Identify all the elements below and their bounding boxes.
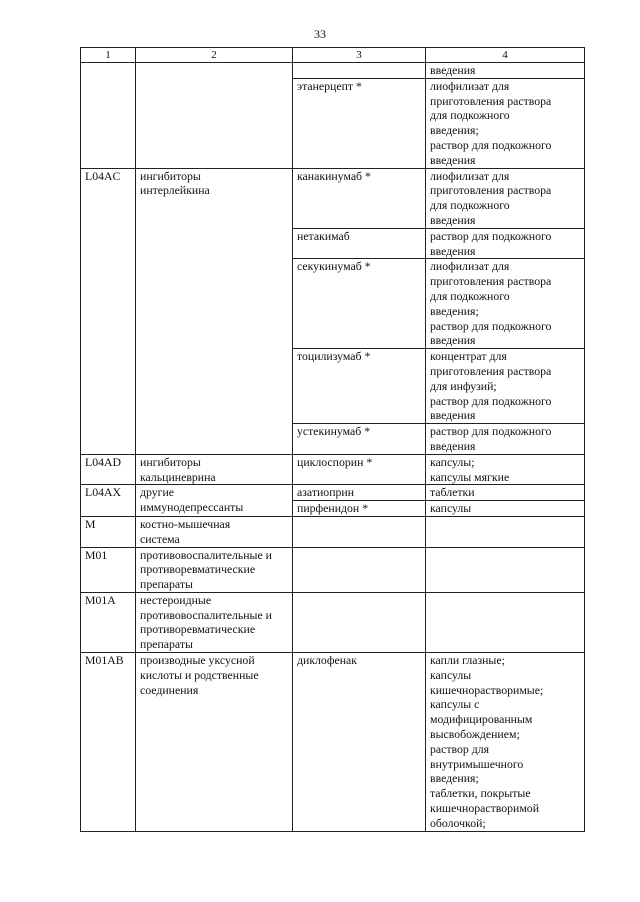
table-header-row bbox=[81, 48, 585, 63]
drug-name-cell: канакинумаб * bbox=[293, 168, 426, 228]
dosage-form-cell bbox=[426, 78, 585, 168]
table-row bbox=[81, 547, 585, 592]
dosage-form-line: введения bbox=[430, 152, 476, 167]
table-row bbox=[81, 653, 585, 832]
dosage-form-cell bbox=[426, 653, 585, 832]
atc-code-cell: M bbox=[81, 516, 136, 547]
table-row bbox=[81, 592, 585, 652]
dosage-form-line: раствор для bbox=[430, 741, 490, 756]
dosage-form-line: высвобождением; bbox=[430, 727, 520, 742]
dosage-form-line: раствор для подкожного bbox=[430, 318, 552, 333]
drug-name-cell: секукинумаб * bbox=[293, 259, 426, 349]
table-row bbox=[81, 485, 585, 501]
dosage-form-line: капсулы мягкие bbox=[430, 469, 510, 484]
header-col-1: 1 bbox=[81, 48, 136, 63]
drug-name-cell: этанерцепт * bbox=[293, 78, 426, 168]
dosage-form-line: таблетки, покрытые bbox=[430, 786, 531, 801]
dosage-form-cell bbox=[426, 547, 585, 592]
dosage-form-line: лиофилизат для bbox=[430, 78, 510, 93]
dosage-form-line: приготовления раствора bbox=[430, 363, 552, 378]
group-name-cell bbox=[136, 63, 293, 169]
dosage-form-line: приготовления раствора bbox=[430, 183, 552, 198]
atc-code-cell: M01AB bbox=[81, 653, 136, 832]
drug-name-cell bbox=[293, 592, 426, 652]
group-name-cell bbox=[136, 168, 293, 454]
dosage-form-cell bbox=[426, 168, 585, 228]
table-body bbox=[81, 63, 585, 832]
dosage-form-cell bbox=[426, 424, 585, 455]
group-name-line: противовоспалительные и bbox=[140, 547, 272, 562]
dosage-form-line: таблетки bbox=[430, 485, 475, 500]
header-col-4: 4 bbox=[426, 48, 585, 63]
continuation-row bbox=[81, 63, 585, 79]
dosage-form-line: капсулы bbox=[430, 501, 472, 516]
group-name-cell bbox=[136, 653, 293, 832]
group-name-line: интерлейкина bbox=[140, 183, 210, 198]
dosage-form-line: раствор для подкожного bbox=[430, 137, 552, 152]
atc-code-cell: L04AC bbox=[81, 168, 136, 454]
dosage-form-cell bbox=[426, 228, 585, 259]
drug-name-cell: тоцилизумаб * bbox=[293, 349, 426, 424]
group-name-line: ингибиторы bbox=[140, 168, 201, 183]
drug-name-cell: азатиоприн bbox=[293, 485, 426, 501]
dosage-form-line: капсулы с bbox=[430, 697, 480, 712]
dosage-form-cell bbox=[426, 516, 585, 547]
group-name-cell bbox=[136, 454, 293, 485]
group-name-line: система bbox=[140, 531, 180, 546]
dosage-form-line: капсулы; bbox=[430, 454, 475, 469]
group-name-line: препараты bbox=[140, 637, 193, 652]
dosage-form-line: введения; bbox=[430, 303, 479, 318]
group-name-cell bbox=[136, 485, 293, 517]
dosage-form-line: для инфузий; bbox=[430, 378, 497, 393]
dosage-form-line: раствор для подкожного bbox=[430, 228, 552, 243]
dosage-form-line: кишечнорастворимой bbox=[430, 801, 540, 816]
dosage-form-line: приготовления раствора bbox=[430, 274, 552, 289]
table-row bbox=[81, 516, 585, 547]
dosage-form-line: для подкожного bbox=[430, 108, 510, 123]
atc-code-cell: L04AX bbox=[81, 485, 136, 517]
drug-name-cell: пирфенидон * bbox=[293, 501, 426, 517]
group-name-line: соединения bbox=[140, 682, 199, 697]
dosage-form-line: лиофилизат для bbox=[430, 259, 510, 274]
group-name-line: ингибиторы bbox=[140, 454, 201, 469]
code-cell bbox=[81, 63, 136, 169]
dosage-form-cell bbox=[426, 501, 585, 517]
drug-name-cell: диклофенак bbox=[293, 653, 426, 832]
atc-code-cell: M01 bbox=[81, 547, 136, 592]
dosage-form-line: для подкожного bbox=[430, 288, 510, 303]
dosage-form-line: для подкожного bbox=[430, 198, 510, 213]
dosage-form-line: оболочкой; bbox=[430, 815, 486, 830]
table-row bbox=[81, 454, 585, 485]
dosage-form-line: раствор для подкожного bbox=[430, 424, 552, 439]
group-name-line: кислоты и родственные bbox=[140, 667, 259, 682]
atc-code-cell: M01A bbox=[81, 592, 136, 652]
drug-name-cell: нетакимаб bbox=[293, 228, 426, 259]
group-name-cell bbox=[136, 516, 293, 547]
dosage-form-line: раствор для подкожного bbox=[430, 393, 552, 408]
dosage-form-line: введения bbox=[430, 408, 476, 423]
dosage-form-cell bbox=[426, 259, 585, 349]
drug-name-cell: циклоспорин * bbox=[293, 454, 426, 485]
group-name-line: кальциневрина bbox=[140, 469, 216, 484]
dosage-form-line: капли глазные; bbox=[430, 653, 505, 668]
group-name-line: противоревматические bbox=[140, 562, 256, 577]
group-name-line: другие bbox=[140, 485, 175, 500]
drug-table bbox=[80, 47, 585, 832]
group-name-line: нестероидные bbox=[140, 592, 212, 607]
dosage-form-line: введения bbox=[430, 438, 476, 453]
dosage-form-line: введения bbox=[430, 212, 476, 227]
dosage-form-cell bbox=[426, 592, 585, 652]
header-col-2: 2 bbox=[136, 48, 293, 63]
drug-name-cell bbox=[293, 516, 426, 547]
dosage-form-line: концентрат для bbox=[430, 349, 507, 364]
group-name-line: препараты bbox=[140, 577, 193, 592]
group-name-line: противовоспалительные и bbox=[140, 607, 272, 622]
dosage-form-cell bbox=[426, 485, 585, 501]
dosage-form-line: кишечнорастворимые; bbox=[430, 682, 544, 697]
group-name-line: костно-мышечная bbox=[140, 516, 231, 531]
dosage-form-line: капсулы bbox=[430, 667, 472, 682]
dosage-form-cell bbox=[426, 349, 585, 424]
group-name-cell bbox=[136, 547, 293, 592]
drug-name-cell: устекинумаб * bbox=[293, 424, 426, 455]
dosage-form-line: приготовления раствора bbox=[430, 93, 552, 108]
form-cell: введения bbox=[426, 63, 585, 79]
dosage-form-line: введения; bbox=[430, 771, 479, 786]
group-name-line: иммунодепрессанты bbox=[140, 500, 244, 515]
group-name-line: противоревматические bbox=[140, 622, 256, 637]
dosage-form-line: введения bbox=[430, 243, 476, 258]
atc-code-cell: L04AD bbox=[81, 454, 136, 485]
dosage-form-line: введения; bbox=[430, 123, 479, 138]
drug-name-cell bbox=[293, 547, 426, 592]
dosage-form-line: внутримышечного bbox=[430, 756, 524, 771]
dosage-form-cell bbox=[426, 454, 585, 485]
table-row bbox=[81, 168, 585, 228]
group-name-cell bbox=[136, 592, 293, 652]
page-number: 33 bbox=[314, 27, 326, 41]
dosage-form-line: лиофилизат для bbox=[430, 168, 510, 183]
dosage-form-line: введения bbox=[430, 333, 476, 348]
header-col-3: 3 bbox=[293, 48, 426, 63]
group-name-line: производные уксусной bbox=[140, 653, 255, 668]
dosage-form-line: модифицированным bbox=[430, 712, 533, 727]
drug-name-cell bbox=[293, 63, 426, 79]
